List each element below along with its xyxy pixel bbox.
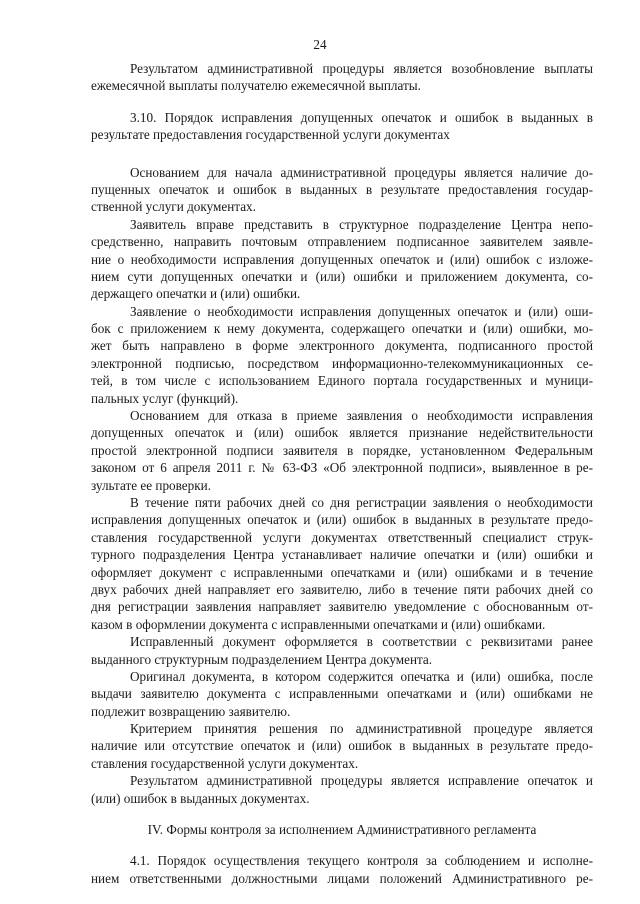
text-line: выдачи заявителю документа с исправленными опечатками и (или) ошибками не [91, 686, 593, 702]
text-line: жет быть направлено в форме электронного документа, подписанного простой [91, 338, 593, 354]
text-line: Оригинал документа, в котором содержится опечатка и (или) ошибка, после [130, 668, 593, 684]
text-line: Заявитель вправе представить в структурное подразделение Центра непо- [130, 216, 593, 232]
text-line: (или) ошибок в выданных документах. [91, 790, 310, 806]
text-line: держащего опечатки и (или) ошибки. [91, 286, 301, 302]
text-line: Заявление о необходимости исправления допущенных опечаток и (или) оши- [130, 303, 593, 319]
text-line: Основанием для отказа в приеме заявления о необходимости исправления [130, 408, 593, 424]
text-line: Основанием для начала административной процедуры является наличие до- [130, 164, 593, 180]
text-line: ежемесячной выплаты получателю ежемесячной выплаты. [91, 78, 421, 94]
text-line: Исправленный документ оформляется в соответствии с реквизитами ранее [130, 634, 593, 650]
section-heading: IV. Формы контроля за исполнением Административного регламента [147, 822, 537, 838]
text-line: тей, в том числе с использованием Единого портала государственных и муници- [91, 373, 593, 389]
text-line: электронной подписью, посредством информационно-телекоммуникационных се- [91, 355, 593, 371]
text-line: нием ответственными должностными лицами положений Административного ре- [91, 870, 593, 886]
text-line: подлежит возвращению заявителю. [91, 703, 291, 719]
text-line: ставления государственной услуги документах. [91, 755, 359, 771]
text-line: Результатом административной процедуры является исправление опечаток и [130, 773, 593, 789]
text-line: зультате ее проверки. [91, 477, 211, 493]
text-line: результате предоставления государственной услуги документах [91, 127, 450, 143]
text-line: простой электронной подписи заявителя в порядке, установленном Федеральным [91, 442, 593, 458]
text-line: 3.10. Порядок исправления допущенных опечаток и ошибок в выданных в [130, 109, 593, 125]
text-line: допущенных опечаток и (или) ошибок является признание недействительности [91, 425, 593, 441]
text-line: Результатом административной процедуры является возобновление выплаты [130, 61, 593, 76]
text-line: оформляет документ с исправленными опечатками и (или) ошибками и в течение [91, 564, 593, 580]
text-line: средственно, направить почтовым отправлением подписанное заявителем заявле- [91, 234, 593, 250]
text-line: В течение пяти рабочих дней со дня регистрации заявления о необходимости [130, 494, 593, 510]
text-line: нием сути допущенных опечатки и (или) ошибки и приложением документа, со- [91, 268, 593, 284]
text-line: бок с приложением к нему документа, содержащего опечатки и (или) ошибки, мо- [91, 321, 593, 337]
text-line: двух рабочих дней направляет его заявителю, либо в течение пяти рабочих дней со [91, 581, 593, 597]
text-line: пальных услуг (функций). [91, 390, 239, 406]
text-line: Критерием принятия решения по административной процедуре является [130, 721, 593, 737]
text-line: ние о необходимости исправления допущенных опечаток и (или) ошибок с изложе- [91, 251, 593, 267]
document-body [91, 60, 593, 887]
text-line: ственной услуги документах. [91, 199, 256, 215]
page-number: 24 [313, 37, 327, 52]
text-line: исправления допущенных опечаток и (или) ошибок в выданных в результате предо- [91, 512, 593, 528]
text-line: 4.1. Порядок осуществления текущего контроля за соблюдением и исполне- [130, 853, 593, 869]
text-line: турного подразделения Центра устанавливает наличие опечатки и (или) ошибки и [91, 547, 593, 563]
text-line: выданного структурным подразделением Центра документа. [91, 651, 433, 667]
text-line: дня регистрации заявления направляет заявителю уведомление с обоснованным от- [91, 599, 593, 615]
text-line: пущенных опечаток и ошибок в выданных в результате предоставления государ- [91, 181, 593, 197]
text-line: ставления государственной услуги документах ответственный специалист струк- [91, 529, 593, 545]
text-line: наличие или отсутствие опечаток и (или) ошибок в выданных в результате предо- [91, 738, 593, 754]
text-line: казом в оформлении документа с исправленными опечатками и (или) ошибками. [91, 616, 546, 632]
text-line: законом от 6 апреля 2011 г. № 63-ФЗ «Об электронной подписи», выявленное в ре- [91, 460, 593, 476]
